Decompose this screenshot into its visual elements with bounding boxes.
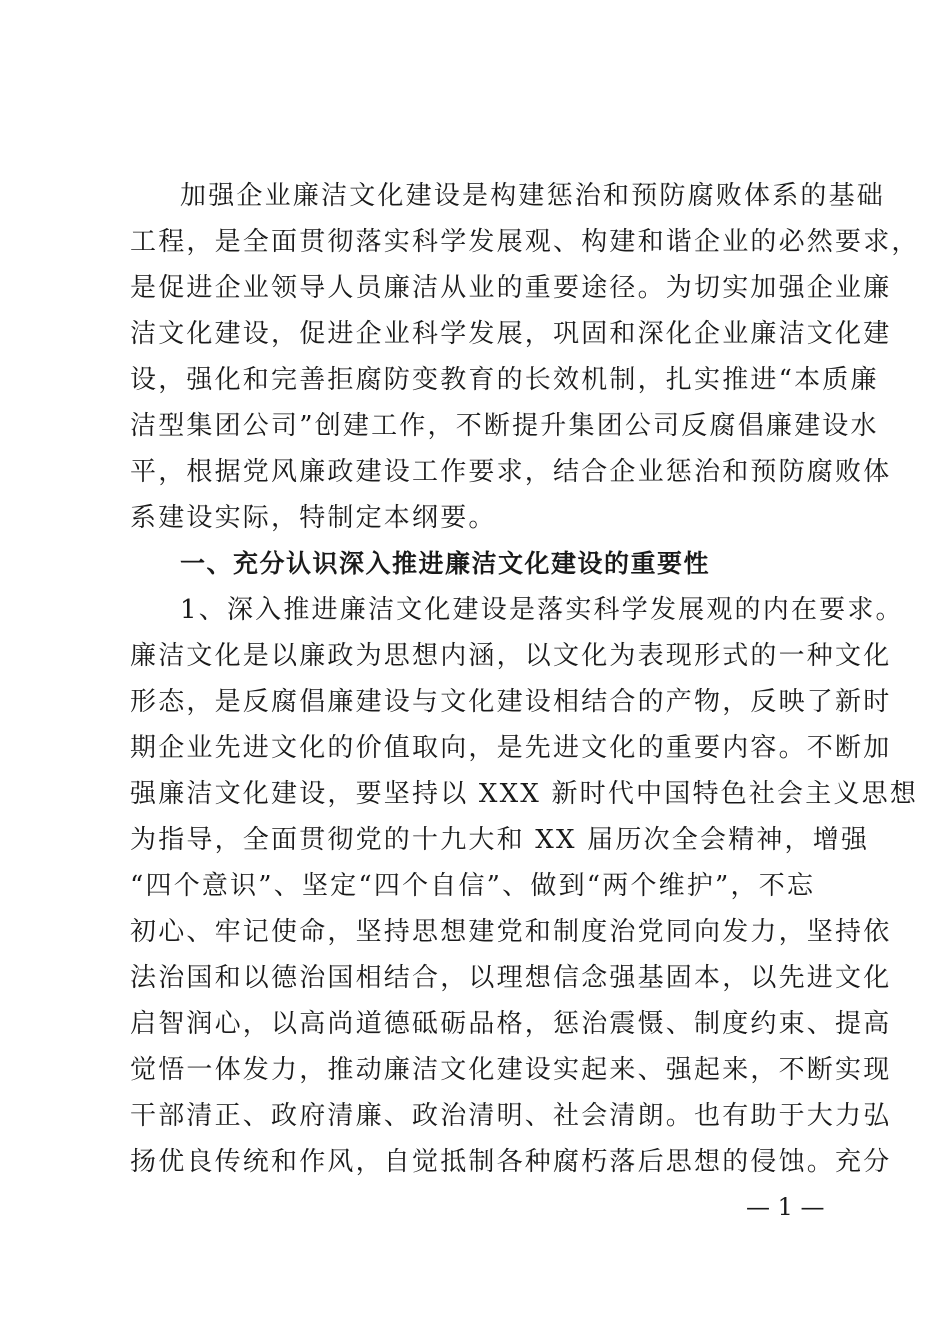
section1-line-7: “四个意识”、坚定“四个自信”、做到“两个维护”，不忘 <box>130 871 816 901</box>
section1-line-12: 干部清正、政府清廉、政治清明、社会清朗。也有助于大力弘 <box>130 1101 892 1131</box>
intro-line-6: 洁型集团公司”创建工作，不断提升集团公司反腐倡廉建设水 <box>130 411 879 441</box>
section1-line-8: 初心、牢记使命，坚持思想建党和制度治党同向发力，坚持依 <box>130 917 892 947</box>
section1-line-11: 觉悟一体发力，推动廉洁文化建设实起来、强起来，不断实现 <box>130 1055 892 1085</box>
section1-line-2: 廉洁文化是以廉政为思想内涵，以文化为表现形式的一种文化 <box>130 641 892 671</box>
intro-line-4: 洁文化建设，促进企业科学发展，巩固和深化企业廉洁文化建 <box>130 319 892 349</box>
section-heading: 一、充分认识深入推进廉洁文化建设的重要性 <box>180 549 711 578</box>
intro-line-8: 系建设实际，特制定本纲要。 <box>130 503 497 533</box>
section1-line-13: 扬优良传统和作风，自觉抵制各种腐朽落后思想的侵蚀。充分 <box>130 1147 892 1177</box>
intro-line-5: 设，强化和完善拒腐防变教育的长效机制，扎实推进“本质廉 <box>130 365 879 395</box>
page-number: — 1 — <box>746 1193 825 1221</box>
section1-line-1: 1、深入推进廉洁文化建设是落实科学发展观的内在要求。 <box>180 595 904 625</box>
intro-line-7: 平，根据党风廉政建设工作要求，结合企业惩治和预防腐败体 <box>130 457 892 487</box>
section1-line-9: 法治国和以德治国相结合，以理想信念强基固本，以先进文化 <box>130 963 892 993</box>
section1-line-5: 强廉洁文化建设，要坚持以 XXX 新时代中国特色社会主义思想 <box>130 779 919 809</box>
section1-line-10: 启智润心，以高尚道德砥砺品格，惩治震慑、制度约束、提高 <box>130 1009 892 1039</box>
intro-line-3: 是促进企业领导人员廉洁从业的重要途径。为切实加强企业廉 <box>130 273 892 303</box>
intro-line-2: 工程，是全面贯彻落实科学发展观、构建和谐企业的必然要求， <box>130 227 920 257</box>
section1-line-4: 期企业先进文化的价值取向，是先进文化的重要内容。不断加 <box>130 733 892 763</box>
section1-line-3: 形态，是反腐倡廉建设与文化建设相结合的产物，反映了新时 <box>130 687 892 717</box>
intro-line-1: 加强企业廉洁文化建设是构建惩治和预防腐败体系的基础 <box>180 181 886 211</box>
section1-line-6: 为指导，全面贯彻党的十九大和 XX 届历次全会精神，增强 <box>130 825 870 855</box>
